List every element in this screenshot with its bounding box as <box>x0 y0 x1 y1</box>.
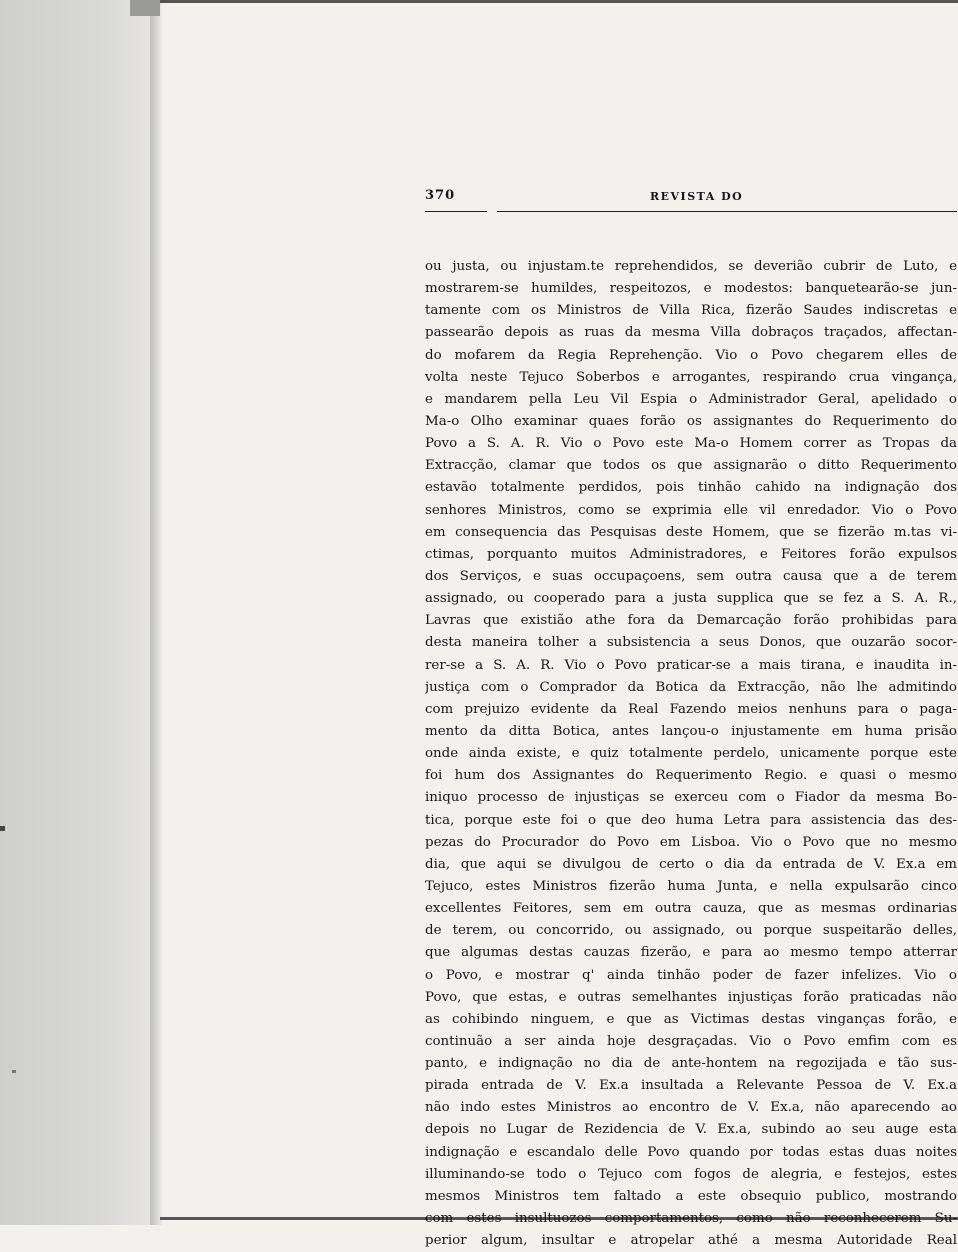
document-page <box>425 180 957 1252</box>
text-line: panto, e indignação no dia de ante-hontem na regozijada e tão sus- <box>425 1056 957 1072</box>
text-line: senhores Ministros, como se exprimia elle vil enredador. Vio o Povo <box>425 502 957 518</box>
text-line: mostrarem-se humildes, respeitozos, e modestos: banquetearão-se jun- <box>425 281 957 297</box>
top-scan-edge <box>160 0 958 3</box>
text-line: indignação e escandalo delle Povo quando por todas estas duas noites <box>425 1144 957 1160</box>
text-line: continuão a ser ainda hoje desgraçadas. Vio o Povo emfim com es <box>425 1033 957 1049</box>
text-line: Povo a S. A. R. Vio o Povo este Ma-o Homem correr as Tropas da <box>425 436 957 452</box>
text-line: illuminando-se todo o Tejuco com fogos de alegria, e festejos, estes <box>425 1166 957 1182</box>
page-number: 370 <box>425 188 456 203</box>
text-line: e mandarem pella Leu Vil Espia o Administrador Geral, apelidado o <box>425 391 957 407</box>
text-line: dos Serviços, e suas occupaçoens, sem outra causa que a de terem <box>425 568 957 584</box>
text-line: assignado, ou cooperado para a justa supplica que se fez a S. A. R., <box>425 591 957 607</box>
text-line: pirada entrada de V. Ex.a insultada a Relevante Pessoa de V. Ex.a <box>425 1078 957 1094</box>
scan-corner-mark <box>130 0 160 16</box>
text-line: com prejuizo evidente da Real Fazendo meios nenhuns para o paga- <box>425 701 957 717</box>
text-line: perior algum, insultar e atropelar athé a mesma Autoridade Real <box>425 1233 957 1249</box>
text-line: o Povo, e mostrar q' ainda tinhão poder de fazer infelizes. Vio o <box>425 967 957 983</box>
text-line: volta neste Tejuco Soberbos e arrogantes, respirando crua vingança, <box>425 369 957 385</box>
text-line: tamente com os Ministros de Villa Rica, fizerão Saudes indiscretas e <box>425 303 957 319</box>
text-line: depois no Lugar de Rezidencia de V. Ex.a, subindo ao seu auge esta <box>425 1122 957 1138</box>
text-line: tica, porque este foi o que deo huma Letra para assistencia das des- <box>425 812 957 828</box>
text-line: justiça com o Comprador da Botica da Extracção, não lhe admitindo <box>425 679 957 695</box>
text-line: Povo, que estas, e outras semelhantes injustiças forão praticadas não <box>425 989 957 1005</box>
text-line: ctimas, porquanto muitos Administradores, e Feitores forão expulsos <box>425 546 957 562</box>
text-line: em consequencia das Pesquisas deste Homem, que se fizerão m.tas vi- <box>425 524 957 540</box>
text-line: as cohibindo ninguem, e que as Victimas destas vinganças forão, e <box>425 1011 957 1027</box>
text-line: Extracção, clamar que todos os que assignarão o ditto Requerimento <box>425 458 957 474</box>
text-line: que algumas destas cauzas fizerão, e para ao mesmo tempo atterrar <box>425 945 957 961</box>
text-line: não indo estes Ministros ao encontro de V. Ex.a, não aparecendo ao <box>425 1100 957 1116</box>
running-header <box>425 180 957 210</box>
running-title: REVISTA DO <box>650 190 744 203</box>
text-line: dia, que aqui se divulgou de certo o dia da entrada de V. Ex.a em <box>425 856 957 872</box>
header-rule-left <box>425 211 487 212</box>
text-line: mento da ditta Botica, antes lançou-o injustamente em huma prisão <box>425 723 957 739</box>
gutter-shadow <box>150 0 162 1225</box>
text-line: ou justa, ou injustam.te reprehendidos, se deverião cubrir de Luto, e <box>425 259 957 274</box>
text-line: passearão depois as ruas da mesma Villa dobraços traçados, affectan- <box>425 325 957 341</box>
text-line: rer-se a S. A. R. Vio o Povo praticar-se a mais tirana, e inaudita in- <box>425 657 957 673</box>
text-line: de terem, ou concorrido, ou assignado, ou porque suspeitarão delles, <box>425 923 957 939</box>
binding-gutter <box>0 0 150 1225</box>
body-text <box>425 256 957 1252</box>
text-line: iniquo processo de injustiças se exerceu com o Fiador da mesma Bo- <box>425 790 957 806</box>
text-line: Lavras que existião athe fora da Demarcação forão prohibidas para <box>425 613 957 629</box>
text-line: pezas do Procurador do Povo em Lisboa. Vio o Povo que no mesmo <box>425 834 957 850</box>
text-line: Tejuco, estes Ministros fizerão huma Junta, e nella expulsarão cinco <box>425 878 957 894</box>
text-line: excellentes Feitores, sem em outra cauza, que as mesmas ordinarias <box>425 901 957 917</box>
text-line: mesmos Ministros tem faltado a este obsequio publico, mostrando <box>425 1188 957 1204</box>
text-line: com estes insultuozos comportamentos, como não reconhecerem Su- <box>425 1211 957 1227</box>
text-line: estavão totalmente perdidos, pois tinhão cahido na indignação dos <box>425 480 957 496</box>
text-line: Ma-o Olho examinar quaes forão os assignantes do Requerimento do <box>425 413 957 429</box>
text-line: desta maneira tolher a subsistencia a seus Donos, que ouzarão socor- <box>425 635 957 651</box>
text-line: onde ainda existe, e quiz totalmente perdelo, unicamente porque este <box>425 746 957 762</box>
scan-speck <box>0 826 5 831</box>
text-line: foi hum dos Assignantes do Requerimento Regio. e quasi o mesmo <box>425 768 957 784</box>
scan-speck <box>12 1070 16 1073</box>
header-rule-right <box>497 211 957 212</box>
text-line: do mofarem da Regia Reprehenção. Vio o Povo chegarem elles de <box>425 347 957 363</box>
